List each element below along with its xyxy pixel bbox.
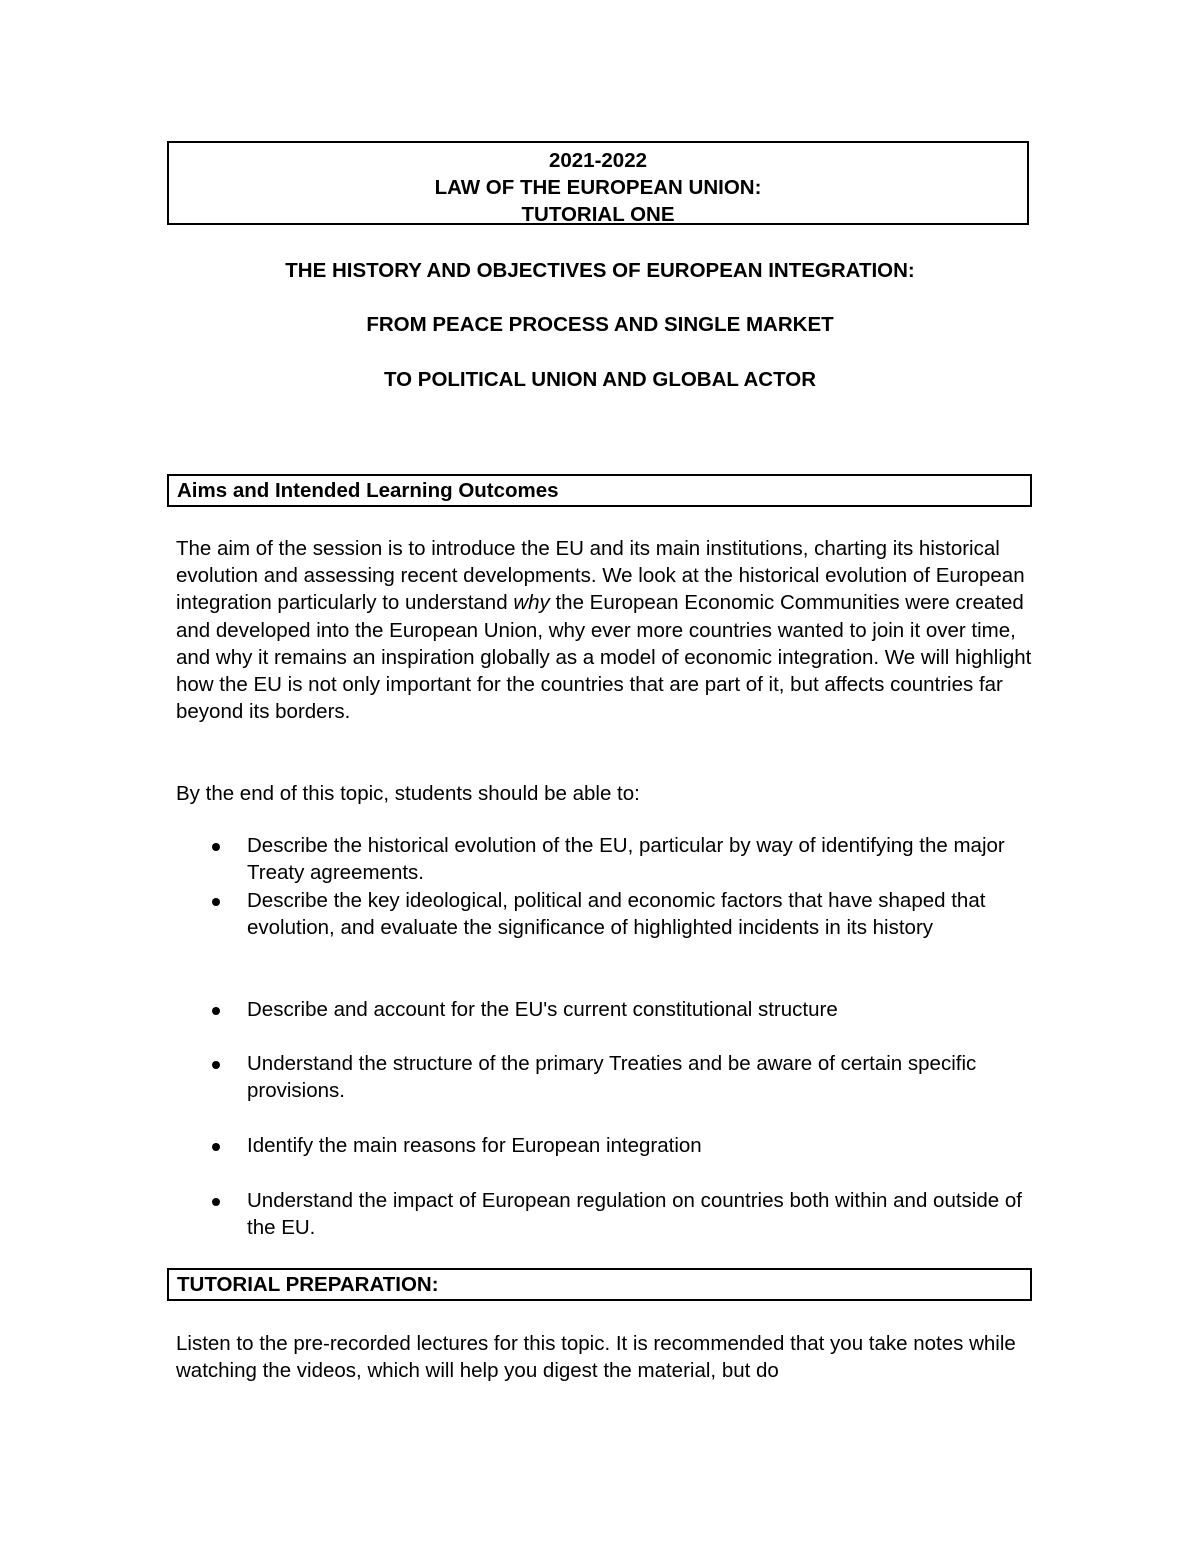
tutorial-number: TUTORIAL ONE — [521, 203, 675, 226]
aims-paragraph — [176, 535, 1036, 725]
course-title: LAW OF THE EUROPEAN UNION: — [434, 176, 762, 199]
bullet-icon — [212, 1143, 220, 1151]
list-item-text: Identify the main reasons for European integration — [247, 1134, 702, 1157]
list-item-text: Describe and account for the EU's current constitutional structure — [247, 998, 838, 1021]
topic-title-line-1: THE HISTORY AND OBJECTIVES OF EUROPEAN INTEGRATION: — [285, 259, 915, 282]
aims-paragraph-part-2: the European Economic Communities were created and developed into the European Union, why ever more countries wanted to join it over time, and why it remains an inspiration globally as a model of economic integration. We will highlight how the EU is not only important for the countries that are part of it, but affects countries far beyond its borders. — [176, 591, 1032, 724]
list-item-text: Understand the impact of European regulation on countries both within and outside of the EU. — [247, 1189, 1022, 1240]
list-item-text: Describe the historical evolution of the EU, particular by way of identifying the major Treaty agreements. — [247, 834, 1005, 885]
bullet-icon — [212, 843, 220, 851]
course-header-box — [167, 141, 1029, 225]
outcomes-intro: By the end of this topic, students should be able to: — [176, 782, 640, 805]
list-item-text: Understand the structure of the primary Treaties and be aware of certain specific provisions. — [247, 1052, 977, 1103]
bullet-icon — [212, 1061, 220, 1069]
academic-year: 2021-2022 — [548, 149, 648, 172]
aims-paragraph-emphasis: why — [513, 591, 550, 615]
topic-title-line-2: FROM PEACE PROCESS AND SINGLE MARKET — [366, 313, 834, 336]
bullet-icon — [212, 898, 220, 906]
bullet-icon — [212, 1007, 220, 1015]
preparation-paragraph: Listen to the pre-recorded lectures for this topic. It is recommended that you take notes while watching the videos, which will help you digest the material, but do — [176, 1332, 1016, 1383]
aims-section-heading: Aims and Intended Learning Outcomes — [167, 474, 1032, 507]
tutorial-preparation-heading: TUTORIAL PREPARATION: — [167, 1268, 1032, 1301]
topic-title-line-3: TO POLITICAL UNION AND GLOBAL ACTOR — [383, 368, 817, 391]
list-item-text: Describe the key ideological, political and economic factors that have shaped that evolution, and evaluate the significance of highlighted incidents in its history — [247, 889, 986, 940]
bullet-icon — [212, 1198, 220, 1206]
aims-paragraph-part-1: The aim of the session is to introduce the EU and its main institutions, charting its historical evolution and assessing recent developments. We look at the historical evolution of European integration particularly to understand — [176, 537, 1025, 615]
